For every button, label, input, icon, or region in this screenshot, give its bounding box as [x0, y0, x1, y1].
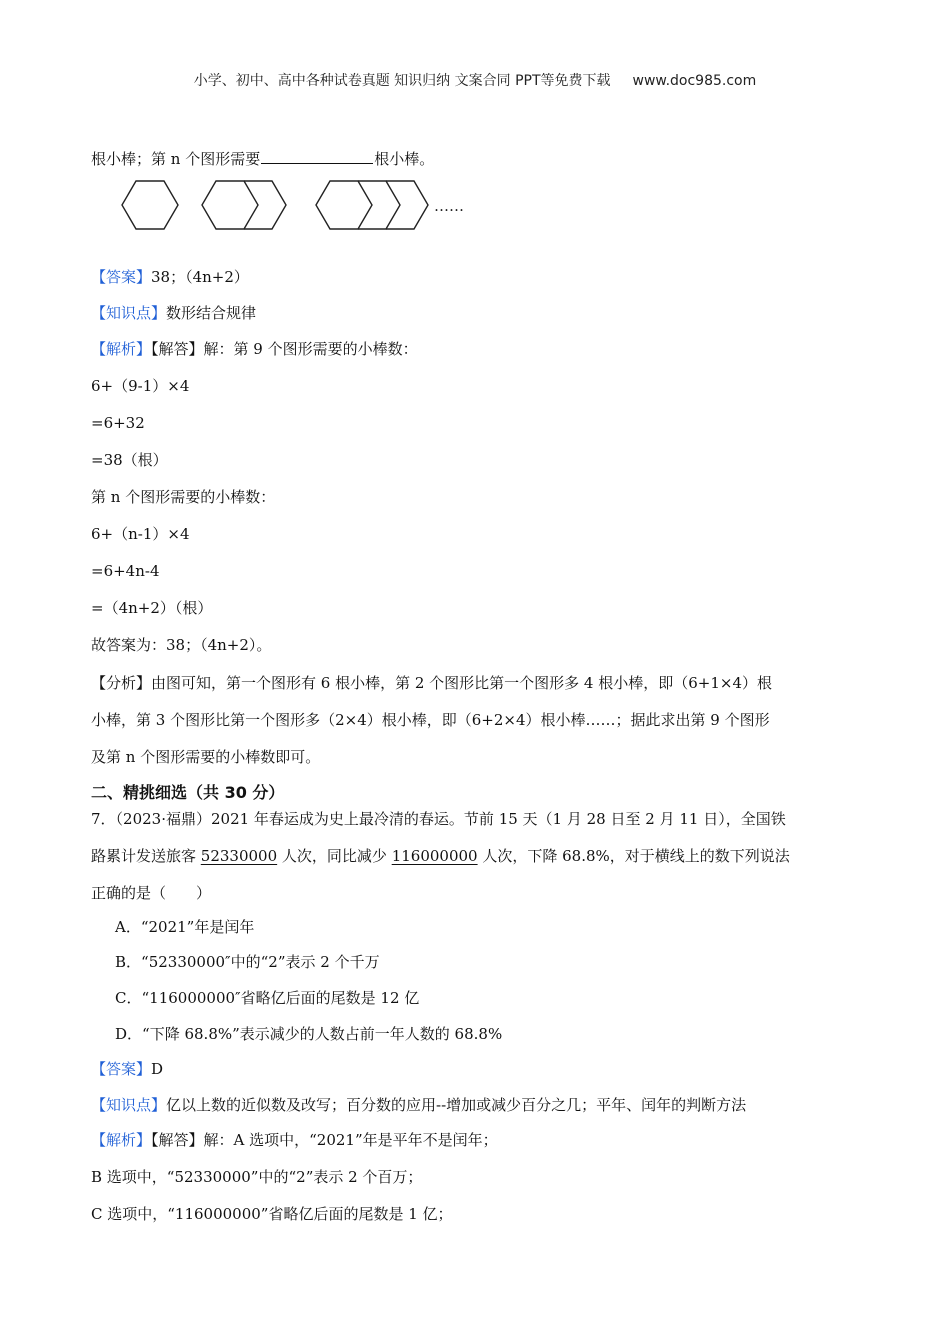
q6-step: =（4n+2）（根） — [91, 599, 213, 617]
q6-step: =38（根） — [91, 451, 168, 469]
q7-knowledge-point: 【知识点】亿以上数的近似数及改写；百分数的应用--增加或减少百分之几；平年、闰年的判断方法 — [91, 1096, 747, 1114]
q6-step: =6+4n-4 — [91, 562, 160, 580]
hexagon-3 — [316, 181, 372, 229]
underlined-number: 116000000 — [391, 847, 478, 865]
q6-analysis-line: 小棒，第 3 个图形比第一个图形多（2×4）根小棒，即（6+2×4）根小棒……；据此求出第 9 个图形 — [91, 711, 770, 729]
header-url[interactable]: www.doc985.com — [632, 73, 757, 89]
q7-stem-line: 7．（2023·福鼎）2021 年春运成为史上最冷清的春运。节前 15 天（1 月 28 日至 2 月 11 日），全国铁 — [91, 810, 786, 828]
q7-solution-line: B 选项中，“52330000”中的“2”表示 2 个百万； — [91, 1168, 423, 1186]
q6-fill-line: 根小棒；第 n 个图形需要 根小棒。 — [91, 150, 435, 168]
q6-conclusion: 故答案为：38；（4n+2）。 — [91, 636, 272, 654]
section-title: 二、精挑细选（共 30 分） — [91, 783, 285, 802]
q7-option-a[interactable]: A．“2021”年是闰年 — [115, 918, 255, 936]
hexagon-2-extension — [244, 181, 286, 229]
underlined-number: 52330000 — [200, 847, 278, 865]
q6-step: 第 n 个图形需要的小棒数： — [91, 488, 276, 506]
figure-ellipsis: …… — [434, 197, 464, 215]
page-header — [0, 70, 950, 90]
q7-stem-line: 正确的是（ ） — [91, 884, 212, 902]
q6-knowledge-point: 【知识点】数形结合规律 — [91, 304, 257, 322]
hexagon-1 — [122, 181, 178, 229]
q6-analysis-line: 及第 n 个图形需要的小棒数即可。 — [91, 748, 321, 766]
hexagon-3-extension-1 — [358, 181, 400, 229]
q6-answer: 【答案】38；（4n+2） — [91, 268, 249, 286]
q7-stem-line: 路累计发送旅客 52330000 人次，同比减少 116000000 人次，下降 68.8%，对于横线上的数下列说法 — [91, 847, 790, 865]
q7-answer: 【答案】D — [91, 1060, 164, 1078]
q7-option-b[interactable]: B．“52330000″中的“2”表示 2 个千万 — [115, 953, 380, 971]
hexagon-2 — [202, 181, 258, 229]
q6-analysis-line: 【分析】由图可知，第一个图形有 6 根小棒，第 2 个图形比第一个图形多 4 根小棒，即（6+1×4）根 — [91, 674, 773, 692]
q7-solution-line: C 选项中，“116000000”省略亿后面的尾数是 1 亿； — [91, 1205, 453, 1223]
hexagon-pattern-figure — [110, 175, 490, 235]
q6-step: 6+（9-1）×4 — [91, 377, 190, 395]
q7-option-d[interactable]: D．“下降 68.8%”表示减少的人数占前一年人数的 68.8% — [115, 1025, 503, 1043]
q7-option-c[interactable]: C．“116000000″省略亿后面的尾数是 12 亿 — [115, 989, 420, 1007]
q6-step: 6+（n-1）×4 — [91, 525, 190, 543]
q7-solution: 【解析】【解答】解：A 选项中，“2021”年是平年不是闰年； — [91, 1131, 498, 1149]
answer-blank[interactable] — [261, 148, 373, 164]
header-text: 小学、初中、高中各种试卷真题 知识归纳 文案合同 PPT等免费下载 — [193, 73, 611, 89]
hexagon-3-extension-2 — [386, 181, 428, 229]
q6-solution: 【解析】【解答】解：第 9 个图形需要的小棒数： — [91, 340, 418, 358]
q6-step: =6+32 — [91, 414, 145, 432]
